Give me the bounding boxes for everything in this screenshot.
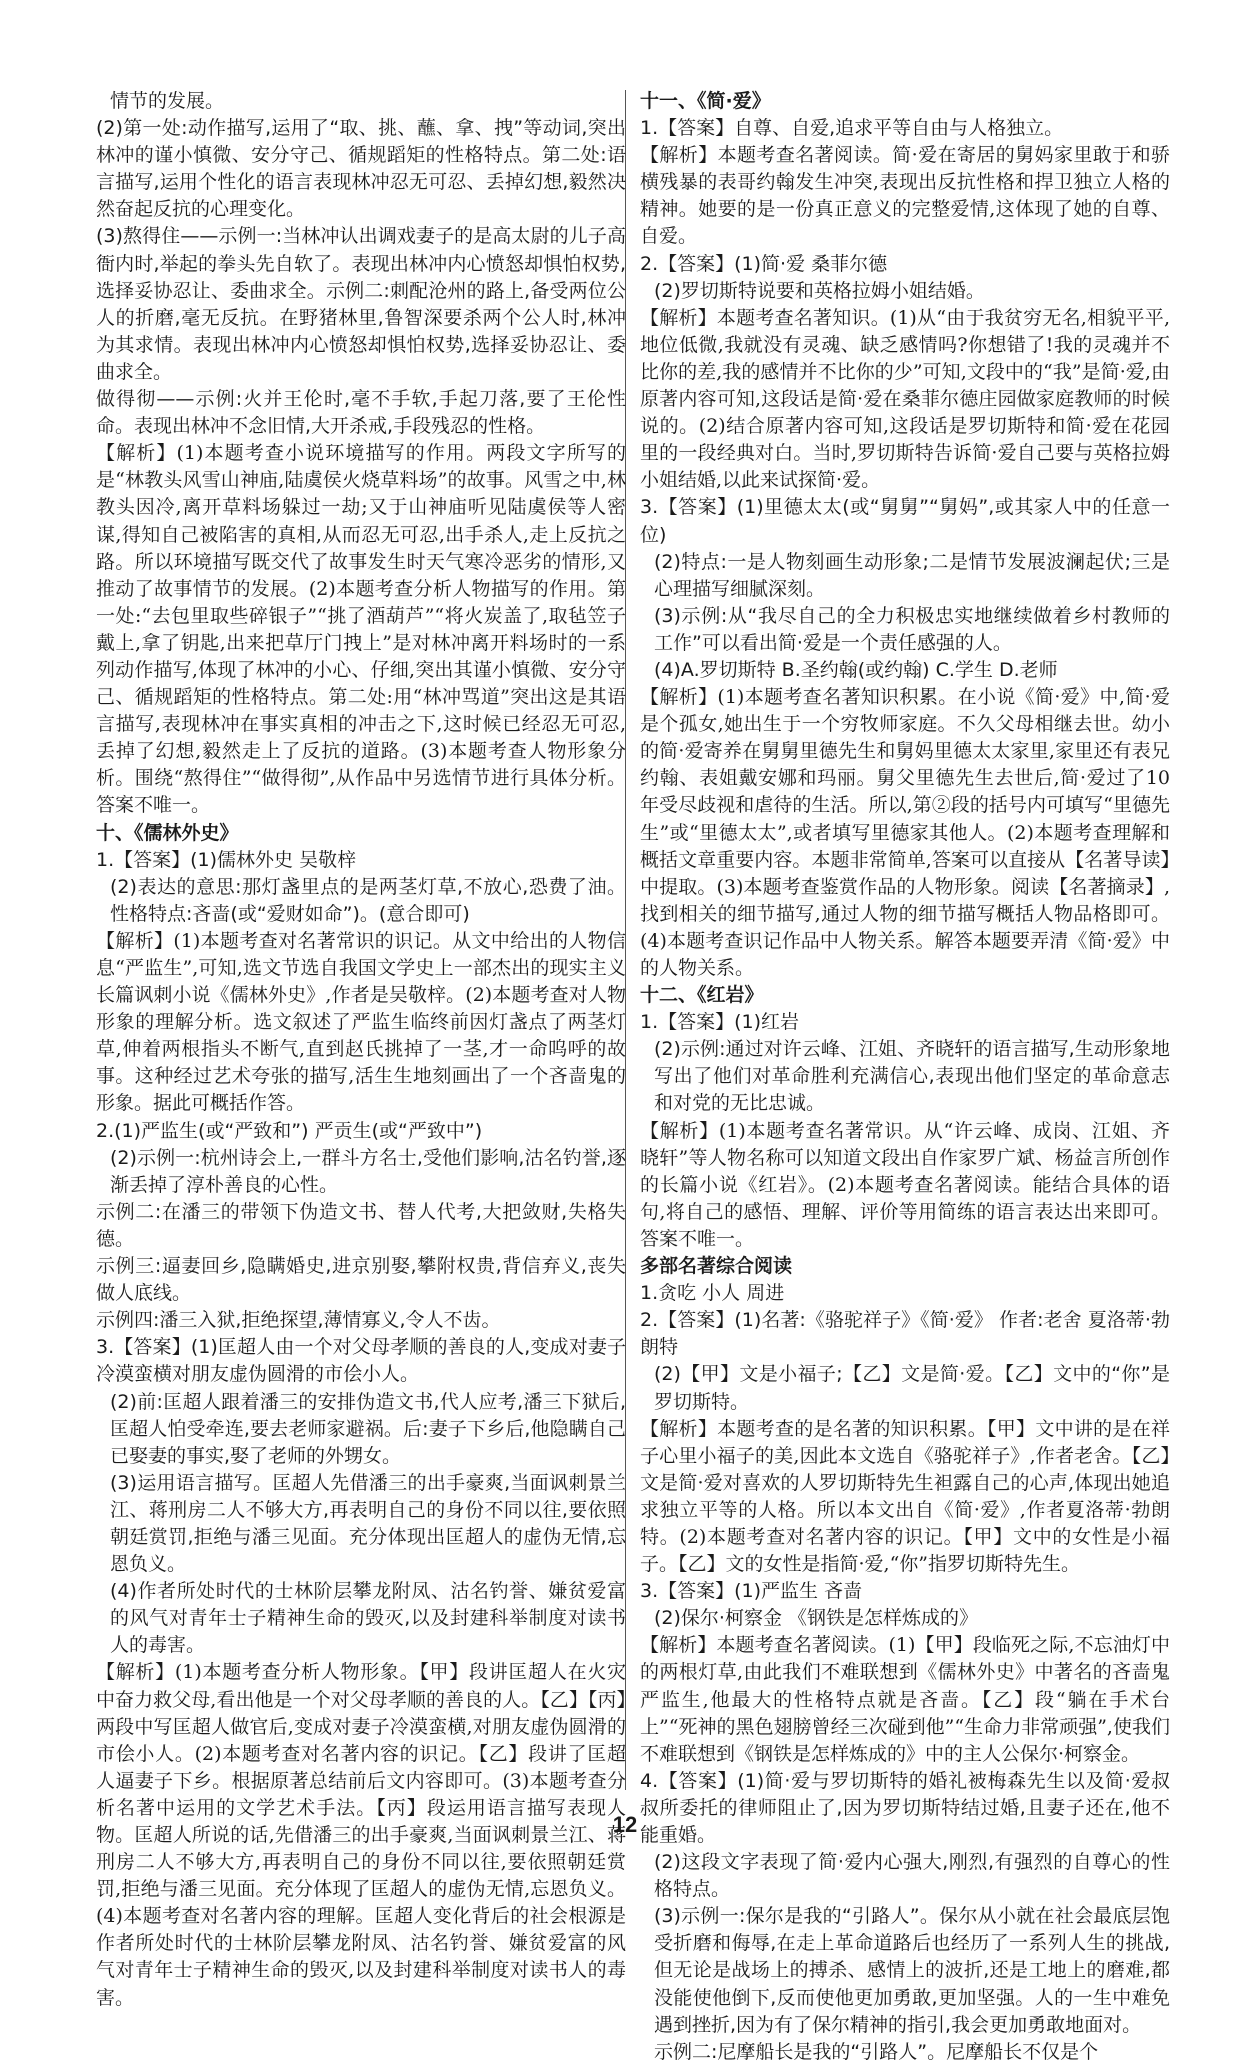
answer: 1.【答案】(1)儒林外史 吴敬梓 — [96, 848, 357, 871]
explanation: 【解析】本题考查名著阅读。(1)【甲】段临死之际,不忘油灯中的两根灯草,由此我们不难联想到《儒林外史》中著名的吝啬鬼严监生,他最大的性格特点就是吝啬。【乙】段“躺在手术台上”“死神的黑色翅膀曾经三次碰到他”“生命力非常顽强”,使我们不难联想到《钢铁是怎样炼成的》中的主人公保尔·柯察金。 — [640, 1634, 1170, 1765]
answer: 2.【答案】(1)名著:《骆驼祥子》《简·爱》 作者:老舍 夏洛蒂·勃朗特 — [640, 1309, 1170, 1359]
explanation: 【解析】本题考查名著知识。(1)从“由于我贫穷无名,相貌平平,地位低微,我就没有灵魂、缺乏感情吗?你想错了!我的灵魂并不比你的差,我的感情并不比你的少”可知,文段中的“我”是简·爱,由原著内容可知,这段话是简·爱在桑菲尔德庄园做家庭教师的时候说的。(2)结合原著内容可知,这段话是罗切斯特和简·爱在花园里的一段经典对白。当时,罗切斯特告诉简·爱自己要与英格拉姆小姐结婚,以此来试探简·爱。 — [640, 306, 1170, 492]
answer: 1.【答案】(1)红岩 — [640, 1011, 800, 1034]
explanation: 【解析】(1)本题考查名著常识。从“许云峰、成岗、江姐、齐晓轩”等人物名称可以知道文段出自作家罗广斌、杨益言所创作的长篇小说《红岩》。(2)本题考查名著阅读。能结合具体的语句,将自己的感悟、理解、评价等用简练的语言表达出来即可。答案不唯一。 — [640, 1119, 1170, 1250]
answer: 2.【答案】(1)简·爱 桑菲尔德 — [640, 252, 888, 275]
paragraph: (2)前:匡超人跟着潘三的安排伪造文书,代人应考,潘三下狱后,匡超人怕受牵连,要去老师家避祸。后:妻子下乡后,他隐瞒自己已娶妻的事实,娶了老师的外甥女。 — [110, 1390, 626, 1467]
paragraph: 示例二:尼摩船长是我的“引路人”。尼摩船长不仅是个 — [654, 2040, 1099, 2063]
paragraph: (4)A.罗切斯特 B.圣约翰(或约翰) C.学生 D.老师 — [654, 658, 1058, 681]
section-heading: 多部名著综合阅读 — [640, 1255, 793, 1278]
paragraph: (2)这段文字表现了简·爱内心强大,刚烈,有强烈的自尊心的性格特点。 — [654, 1851, 1170, 1901]
page-number: 12 — [612, 1812, 638, 1837]
answer: 1.贪吃 小人 周进 — [640, 1282, 785, 1305]
explanation: 【解析】(1)本题考查小说环境描写的作用。两段文字所写的是“林教头风雪山神庙,陆虞侯火烧草料场”的故事。风雪之中,林教头因冷,离开草料场躲过一劫;又于山神庙听见陆虞侯等人密谋,得知自己被陷害的真相,从而忍无可忍,出手杀人,走上反抗之路。所以环境描写既交代了故事发生时天气寒冷恶劣的情形,又推动了故事情节的发展。(2)本题考查分析人物描写的作用。第一处:“去包里取些碎银子”“挑了酒葫芦”“将火炭盖了,取毡笠子戴上,拿了钥匙,出来把草厅门拽上”是对林冲离开料场时的一系列动作描写,体现了林冲的小心、仔细,突出其谨小慎微、安分守己、循规蹈矩的性格特点。第二处:用“林冲骂道”突出这是其语言描写,表现林冲在事实真相的冲击之下,这时候已经忍无可忍,丢掉了幻想,毅然走上了反抗的道路。(3)本题考查人物形象分析。围绕“熬得住”“做得彻”,从作品中另选情节进行具体分析。答案不唯一。 — [96, 442, 626, 817]
explanation: 【解析】(1)本题考查分析人物形象。【甲】段讲匡超人在火灾中奋力救父母,看出他是一个对父母孝顺的善良的人。【乙】【丙】两段中写匡超人做官后,变成对妻子冷漠蛮横,对朋友虚伪圆滑的市侩小人。(2)本题考查对名著内容的识记。【乙】段讲了匡超人逼妻子下乡。根据原著总结前后文内容即可。(3)本题考查分析名著中运用的文学艺术手法。【丙】段运用语言描写表现人物。匡超人所说的话,先借潘三的出手豪爽,当面讽刺景兰江、蒋刑房二人不够大方,再表明自己的身份不同以往,要依照朝廷赏罚,拒绝与潘三见面。充分体现了匡超人的虚伪无情,忘恩负义。(4)本题考查对名著内容的理解。匡超人变化背后的社会根源是作者所处时代的士林阶层攀龙附凤、沽名钓誉、嫌贫爱富的风气对青年士子精神生命的毁灭,以及封建科举制度对读书人的毒害。 — [96, 1661, 626, 2009]
paragraph: 情节的发展。 — [110, 90, 225, 112]
answer: 3.【答案】(1)严监生 吝啬 — [640, 1580, 863, 1603]
explanation: 【解析】本题考查的是名著的知识积累。【甲】文中讲的是在祥子心里小福子的美,因此本文选自《骆驼祥子》,作者老舍。【乙】文是简·爱对喜欢的人罗切斯特先生袒露自己的心声,体现出她追求独立平等的人格。所以本文出自《简·爱》,作者夏洛蒂·勃朗特。(2)本题考查对名著内容的识记。【甲】文中的女性是小福子。【乙】文的女性是指简·爱,“你”指罗切斯特先生。 — [640, 1417, 1170, 1576]
paragraph: (2)第一处:动作描写,运用了“取、挑、蘸、拿、拽”等动词,突出林冲的谨小慎微、安分守己、循规蹈矩的性格特点。第二处:语言描写,运用个性化的语言表现林冲忍无可忍、丢掉幻想,毅然决然奋起反抗的心理变化。 — [96, 117, 626, 221]
answer: 2.(1)严监生(或“严致和”) 严贡生(或“严致中”) — [96, 1119, 483, 1142]
paragraph: 做得彻——示例:火并王伦时,毫不手软,手起刀落,要了王伦性命。表现出林冲不念旧情,大开杀戒,手段残忍的性格。 — [96, 388, 626, 438]
section-heading: 十二、《红岩》 — [640, 984, 764, 1007]
paragraph: (3)示例一:保尔是我的“引路人”。保尔从小就在社会最底层饱受折磨和侮辱,在走上革命道路后也经历了一系列人生的挑战,但无论是战场上的搏杀、感情上的波折,还是工地上的磨难,都没能使他倒下,反而使他更加勇敢,更加坚强。人的一生中难免遇到挫折,因为有了保尔精神的指引,我会更加勇敢地面对。 — [654, 1905, 1170, 2036]
paragraph: (2)【甲】文是小福子;【乙】文是简·爱。【乙】文中的“你”是罗切斯特。 — [654, 1363, 1170, 1413]
answer: 4.【答案】(1)简·爱与罗切斯特的婚礼被梅森先生以及简·爱叔叔所委托的律师阻止了,因为罗切斯特结过婚,且妻子还在,他不能重婚。 — [640, 1769, 1170, 1846]
explanation: 【解析】(1)本题考查名著知识积累。在小说《简·爱》中,简·爱是个孤女,她出生于一个穷牧师家庭。不久父母相继去世。幼小的简·爱寄养在舅舅里德先生和舅妈里德太太家里,家里还有表兄约翰、表姐戴安娜和玛丽。舅父里德先生去世后,简·爱过了10年受尽歧视和虐待的生活。所以,第②段的括号内可填写“里德先生”或“里德太太”,或者填写里德家其他人。(2)本题考查理解和概括文章重要内容。本题非常简单,答案可以直接从【名著导读】中提取。(3)本题考查鉴赏作品的人物形象。阅读【名著摘录】,找到相关的细节描写,通过人物的细节描写概括人物品格即可。(4)本题考查识记作品中人物关系。解答本题要弄清《简·爱》中的人物关系。 — [640, 686, 1170, 979]
section-heading: 十一、《简·爱》 — [640, 90, 771, 112]
explanation: 【解析】本题考查名著阅读。简·爱在寄居的舅妈家里敢于和骄横残暴的表哥约翰发生冲突,表现出反抗性格和捍卫独立人格的精神。她要的是一份真正意义的完整爱情,这体现了她的自尊、自爱。 — [640, 144, 1170, 248]
paragraph: 示例四:潘三入狱,拒绝探望,薄情寡义,令人不齿。 — [96, 1309, 501, 1332]
paragraph: (2)示例:通过对许云峰、江姐、齐晓轩的语言描写,生动形象地写出了他们对革命胜利充满信心,表现出他们坚定的革命意志和对党的无比忠诚。 — [654, 1038, 1170, 1115]
explanation: 【解析】(1)本题考查对名著常识的识记。从文中给出的人物信息“严监生”,可知,选文节选自我国文学史上一部杰出的现实主义长篇讽刺小说《儒林外史》,作者是吴敬梓。(2)本题考查对人物形象的理解分析。选文叙述了严监生临终前因灯盏点了两茎灯草,伸着两根指头不断气,直到赵氏挑掉了一茎,才一命呜呼的故事。这种经过艺术夸张的描写,活生生地刻画出了一个吝啬鬼的形象。据此可概括作答。 — [96, 929, 626, 1115]
paragraph: (2)保尔·柯察金 《钢铁是怎样炼成的》 — [654, 1607, 978, 1630]
paragraph: 示例二:在潘三的带领下伪造文书、替人代考,大把敛财,失格失德。 — [96, 1200, 626, 1250]
paragraph: (3)运用语言描写。匡超人先借潘三的出手豪爽,当面讽刺景兰江、蒋刑房二人不够大方,再表明自己的身份不同以往,要依照朝廷赏罚,拒绝与潘三见面。充分体现出匡超人的虚伪无情,忘恩负义。 — [110, 1471, 626, 1576]
section-heading: 十、《儒林外史》 — [96, 821, 239, 844]
paragraph: (2)特点:一是人物刻画生动形象;二是情节发展波澜起伏;三是心理描写细腻深刻。 — [654, 550, 1170, 600]
paragraph: (2)示例一:杭州诗会上,一群斗方名士,受他们影响,沽名钓誉,逐渐丢掉了淳朴善良的心性。 — [110, 1146, 626, 1196]
paragraph: (2)表达的意思:那灯盏里点的是两茎灯草,不放心,恐费了油。 性格特点:吝啬(或“爱财如命”)。(意合即可) — [110, 875, 626, 925]
paragraph: (4)作者所处时代的士林阶层攀龙附凤、沽名钓誉、嫌贫爱富的风气对青年士子精神生命的毁灭,以及封建科举制度对读书人的毒害。 — [110, 1580, 626, 1657]
paragraph: (3)示例:从“我尽自己的全力积极忠实地继续做着乡村教师的工作”可以看出简·爱是一个责任感强的人。 — [654, 604, 1170, 654]
answer: 3.【答案】(1)里德太太(或“舅舅”“舅妈”,或其家人中的任意一位) — [640, 496, 1170, 546]
paragraph: 示例三:逼妻回乡,隐瞒婚史,进京别娶,攀附权贵,背信弃义,丧失做人底线。 — [96, 1255, 626, 1305]
answer: 3.【答案】(1)匡超人由一个对父母孝顺的善良的人,变成对妻子冷漠蛮横对朋友虚伪圆滑的市侩小人。 — [96, 1336, 626, 1386]
answer: 1.【答案】自尊、自爱,追求平等自由与人格独立。 — [640, 117, 1064, 140]
paragraph: (3)熬得住——示例一:当林冲认出调戏妻子的是高太尉的儿子高衙内时,举起的拳头先自软了。表现出林冲内心愤怒却惧怕权势,选择妥协忍让、委曲求全。示例二:刺配沧州的路上,备受两位公人的折磨,毫无反抗。在野猪林里,鲁智深要杀两个公人时,林冲为其求情。表现出林冲内心愤怒却惧怕权势,选择妥协忍让、委曲求全。 — [96, 225, 626, 383]
paragraph: (2)罗切斯特说要和英格拉姆小姐结婚。 — [654, 279, 985, 302]
right-column — [640, 88, 1170, 2063]
